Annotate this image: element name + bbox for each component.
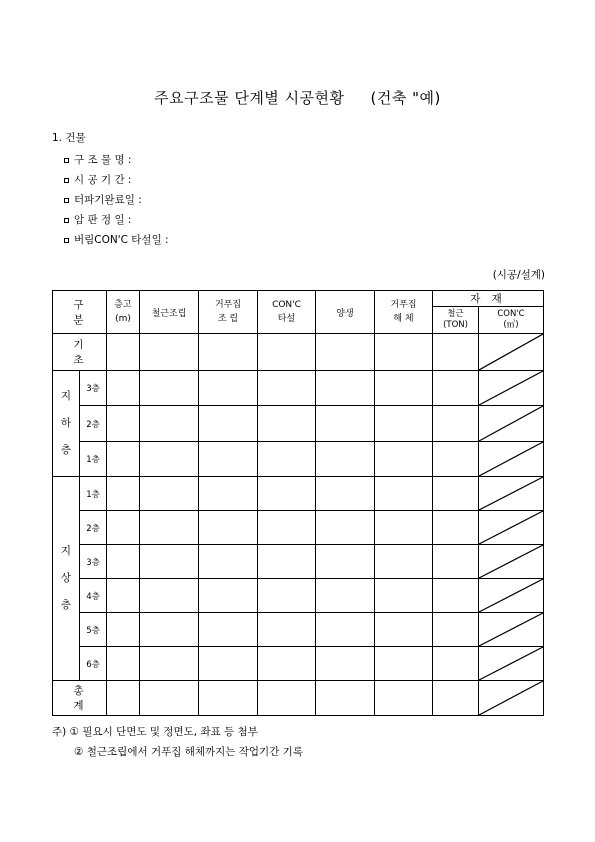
cell-conc-volume-diagonal: [479, 613, 544, 647]
row-group-basement: [53, 371, 80, 477]
above-label-char: 층: [60, 599, 72, 611]
cell-formwork-removal[interactable]: [375, 406, 433, 442]
header-floor-height: [107, 291, 140, 334]
cell-rebar-ton[interactable]: [433, 442, 479, 477]
cell-formwork-assembly[interactable]: [199, 371, 258, 406]
cell-rebar-ton[interactable]: [433, 334, 479, 371]
cell-formwork-assembly[interactable]: [199, 545, 258, 579]
cell-formwork-assembly[interactable]: [199, 647, 258, 681]
cell-conc-pour[interactable]: [258, 613, 316, 647]
cell-floor-height[interactable]: [107, 579, 140, 613]
table-row: [53, 334, 544, 371]
cell-conc-volume-diagonal: [479, 406, 544, 442]
title-subtitle: (건축 "예): [370, 89, 441, 107]
table-row: [53, 647, 544, 681]
header-division: 구 분: [53, 291, 107, 334]
table-row: [53, 406, 544, 442]
table-row: [53, 442, 544, 477]
cell-floor-height[interactable]: [107, 371, 140, 406]
above-label-char: 지: [60, 545, 72, 557]
table-row: [53, 371, 544, 406]
footnotes: [52, 722, 303, 762]
square-bullet-icon: [64, 178, 69, 183]
cell-curing[interactable]: [316, 442, 375, 477]
header-rebar-ton-1: 철근: [447, 309, 464, 319]
header-formwork-removal: [375, 291, 433, 334]
cell-conc-pour[interactable]: [258, 681, 316, 716]
info-item-label: 암 판 정 일 :: [74, 214, 132, 226]
cell-curing[interactable]: [316, 647, 375, 681]
cell-curing[interactable]: [316, 613, 375, 647]
cell-conc-volume-diagonal: [479, 681, 544, 716]
cell-conc-volume-diagonal: [479, 371, 544, 406]
cell-formwork-assembly[interactable]: [199, 442, 258, 477]
info-item: [64, 170, 169, 190]
cell-conc-pour[interactable]: [258, 334, 316, 371]
cell-conc-volume-diagonal: [479, 545, 544, 579]
table-row: [53, 613, 544, 647]
footnote-1: 주) ① 필요시 단면도 및 정면도, 좌표 등 첨부: [52, 726, 258, 738]
cell-curing[interactable]: [316, 681, 375, 716]
row-group-above-ground: [53, 477, 80, 681]
square-bullet-icon: [64, 158, 69, 163]
cell-formwork-removal[interactable]: [375, 613, 433, 647]
table-row: [53, 545, 544, 579]
construction-status-table: [52, 290, 544, 716]
basement-label-char: 지: [60, 390, 72, 402]
unit-note: (시공/설계): [492, 269, 545, 281]
cell-curing[interactable]: [316, 406, 375, 442]
square-bullet-icon: [64, 218, 69, 223]
floor-label: 4층: [80, 579, 107, 613]
cell-formwork-removal[interactable]: [375, 477, 433, 511]
header-rebar-ton: [433, 307, 479, 334]
header-formwork-assembly-2: 조 립: [217, 314, 239, 324]
cell-conc-pour[interactable]: [258, 647, 316, 681]
cell-formwork-assembly[interactable]: [199, 579, 258, 613]
cell-rebar[interactable]: [140, 371, 199, 406]
cell-formwork-removal[interactable]: [375, 442, 433, 477]
cell-conc-pour[interactable]: [258, 511, 316, 545]
footnote-2: ② 철근조립에서 거푸집 해체까지는 작업기간 기록: [74, 746, 303, 758]
floor-label: 1층: [80, 442, 107, 477]
cell-rebar[interactable]: [140, 406, 199, 442]
cell-rebar-ton[interactable]: [433, 511, 479, 545]
info-item-label: 시 공 기 간 :: [74, 174, 132, 186]
cell-conc-pour[interactable]: [258, 477, 316, 511]
header-formwork-assembly-1: 거푸집: [214, 300, 242, 310]
square-bullet-icon: [64, 238, 69, 243]
cell-floor-height[interactable]: [107, 647, 140, 681]
info-item: [64, 210, 169, 230]
table-row: [53, 579, 544, 613]
header-floor-height-1: 층고: [114, 300, 132, 310]
cell-rebar[interactable]: [140, 477, 199, 511]
floor-label: 3층: [80, 545, 107, 579]
header-conc-pour-2: 타설: [277, 314, 296, 324]
cell-conc-volume-diagonal: [479, 579, 544, 613]
cell-curing[interactable]: [316, 334, 375, 371]
cell-rebar[interactable]: [140, 681, 199, 716]
cell-floor-height[interactable]: [107, 613, 140, 647]
header-formwork-assembly: [199, 291, 258, 334]
cell-curing[interactable]: [316, 477, 375, 511]
table-row: [53, 681, 544, 716]
cell-rebar-ton[interactable]: [433, 477, 479, 511]
cell-formwork-assembly[interactable]: [199, 477, 258, 511]
section-heading: 1. 건물: [52, 132, 86, 144]
cell-rebar-ton[interactable]: [433, 406, 479, 442]
cell-rebar[interactable]: [140, 613, 199, 647]
header-curing: 양생: [316, 291, 375, 334]
cell-rebar-ton[interactable]: [433, 579, 479, 613]
cell-rebar[interactable]: [140, 442, 199, 477]
cell-floor-height[interactable]: [107, 545, 140, 579]
cell-rebar[interactable]: [140, 579, 199, 613]
cell-conc-volume-diagonal: [479, 477, 544, 511]
floor-label: 5층: [80, 613, 107, 647]
header-conc-pour-1: CON'C: [272, 300, 301, 310]
cell-conc-volume-diagonal: [479, 334, 544, 371]
cell-conc-volume-diagonal: [479, 511, 544, 545]
cell-conc-pour[interactable]: [258, 442, 316, 477]
cell-conc-pour[interactable]: [258, 406, 316, 442]
floor-label: 6층: [80, 647, 107, 681]
header-formwork-removal-2: 해 체: [393, 314, 414, 324]
floor-label: 2층: [80, 406, 107, 442]
cell-formwork-assembly[interactable]: [199, 511, 258, 545]
cell-rebar-ton[interactable]: [433, 371, 479, 406]
cell-conc-pour[interactable]: [258, 545, 316, 579]
cell-floor-height[interactable]: [107, 334, 140, 371]
info-item-label: 터파기완료일 :: [74, 194, 142, 206]
cell-formwork-assembly[interactable]: [199, 681, 258, 716]
table-row: [53, 511, 544, 545]
cell-rebar[interactable]: [140, 334, 199, 371]
cell-formwork-removal[interactable]: [375, 579, 433, 613]
above-label-char: 상: [60, 572, 72, 584]
info-item-label: 버림CON'C 타설일 :: [74, 234, 169, 246]
cell-curing[interactable]: [316, 371, 375, 406]
cell-rebar-ton[interactable]: [433, 545, 479, 579]
row-label-total: 총 계: [53, 681, 107, 716]
header-rebar-assembly: 철근조립: [140, 291, 199, 334]
header-formwork-removal-1: 거푸집: [390, 300, 417, 310]
header-conc-volume-1: CON'C: [497, 309, 525, 319]
cell-formwork-removal[interactable]: [375, 545, 433, 579]
cell-formwork-removal[interactable]: [375, 681, 433, 716]
title-text: 주요구조물 단계별 시공현황: [154, 89, 345, 107]
cell-rebar-ton[interactable]: [433, 613, 479, 647]
cell-rebar[interactable]: [140, 545, 199, 579]
info-item-label: 구 조 물 명 :: [74, 154, 132, 166]
info-item: [64, 230, 169, 250]
info-item: [64, 190, 169, 210]
header-rebar-ton-2: (TON): [443, 320, 468, 330]
header-conc-pour: [258, 291, 316, 334]
cell-curing[interactable]: [316, 511, 375, 545]
table-row: [53, 477, 544, 511]
cell-floor-height[interactable]: [107, 477, 140, 511]
cell-rebar-ton[interactable]: [433, 647, 479, 681]
basement-label-char: 하: [60, 417, 72, 429]
cell-floor-height[interactable]: [107, 406, 140, 442]
header-floor-height-2: (m): [115, 314, 131, 324]
cell-conc-volume-diagonal: [479, 647, 544, 681]
cell-floor-height[interactable]: [107, 442, 140, 477]
cell-floor-height[interactable]: [107, 681, 140, 716]
document-title: [0, 87, 595, 108]
header-conc-volume-2: (㎥): [503, 320, 519, 330]
cell-conc-pour[interactable]: [258, 371, 316, 406]
cell-formwork-removal[interactable]: [375, 511, 433, 545]
info-item: [64, 150, 169, 170]
cell-rebar[interactable]: [140, 511, 199, 545]
floor-label: 2층: [80, 511, 107, 545]
row-label-foundation: 기 초: [53, 334, 107, 371]
cell-conc-pour[interactable]: [258, 579, 316, 613]
cell-formwork-removal[interactable]: [375, 334, 433, 371]
header-conc-volume: [479, 307, 544, 334]
cell-formwork-assembly[interactable]: [199, 613, 258, 647]
cell-formwork-removal[interactable]: [375, 647, 433, 681]
cell-rebar-ton[interactable]: [433, 681, 479, 716]
cell-formwork-assembly[interactable]: [199, 406, 258, 442]
cell-curing[interactable]: [316, 545, 375, 579]
basement-label-char: 층: [60, 444, 72, 456]
cell-curing[interactable]: [316, 579, 375, 613]
cell-rebar[interactable]: [140, 647, 199, 681]
floor-label: 3층: [80, 371, 107, 406]
header-materials: 자 재: [433, 291, 544, 307]
cell-conc-volume-diagonal: [479, 442, 544, 477]
floor-label: 1층: [80, 477, 107, 511]
square-bullet-icon: [64, 198, 69, 203]
cell-formwork-removal[interactable]: [375, 371, 433, 406]
building-info-list: [64, 150, 169, 250]
cell-formwork-assembly[interactable]: [199, 334, 258, 371]
cell-floor-height[interactable]: [107, 511, 140, 545]
